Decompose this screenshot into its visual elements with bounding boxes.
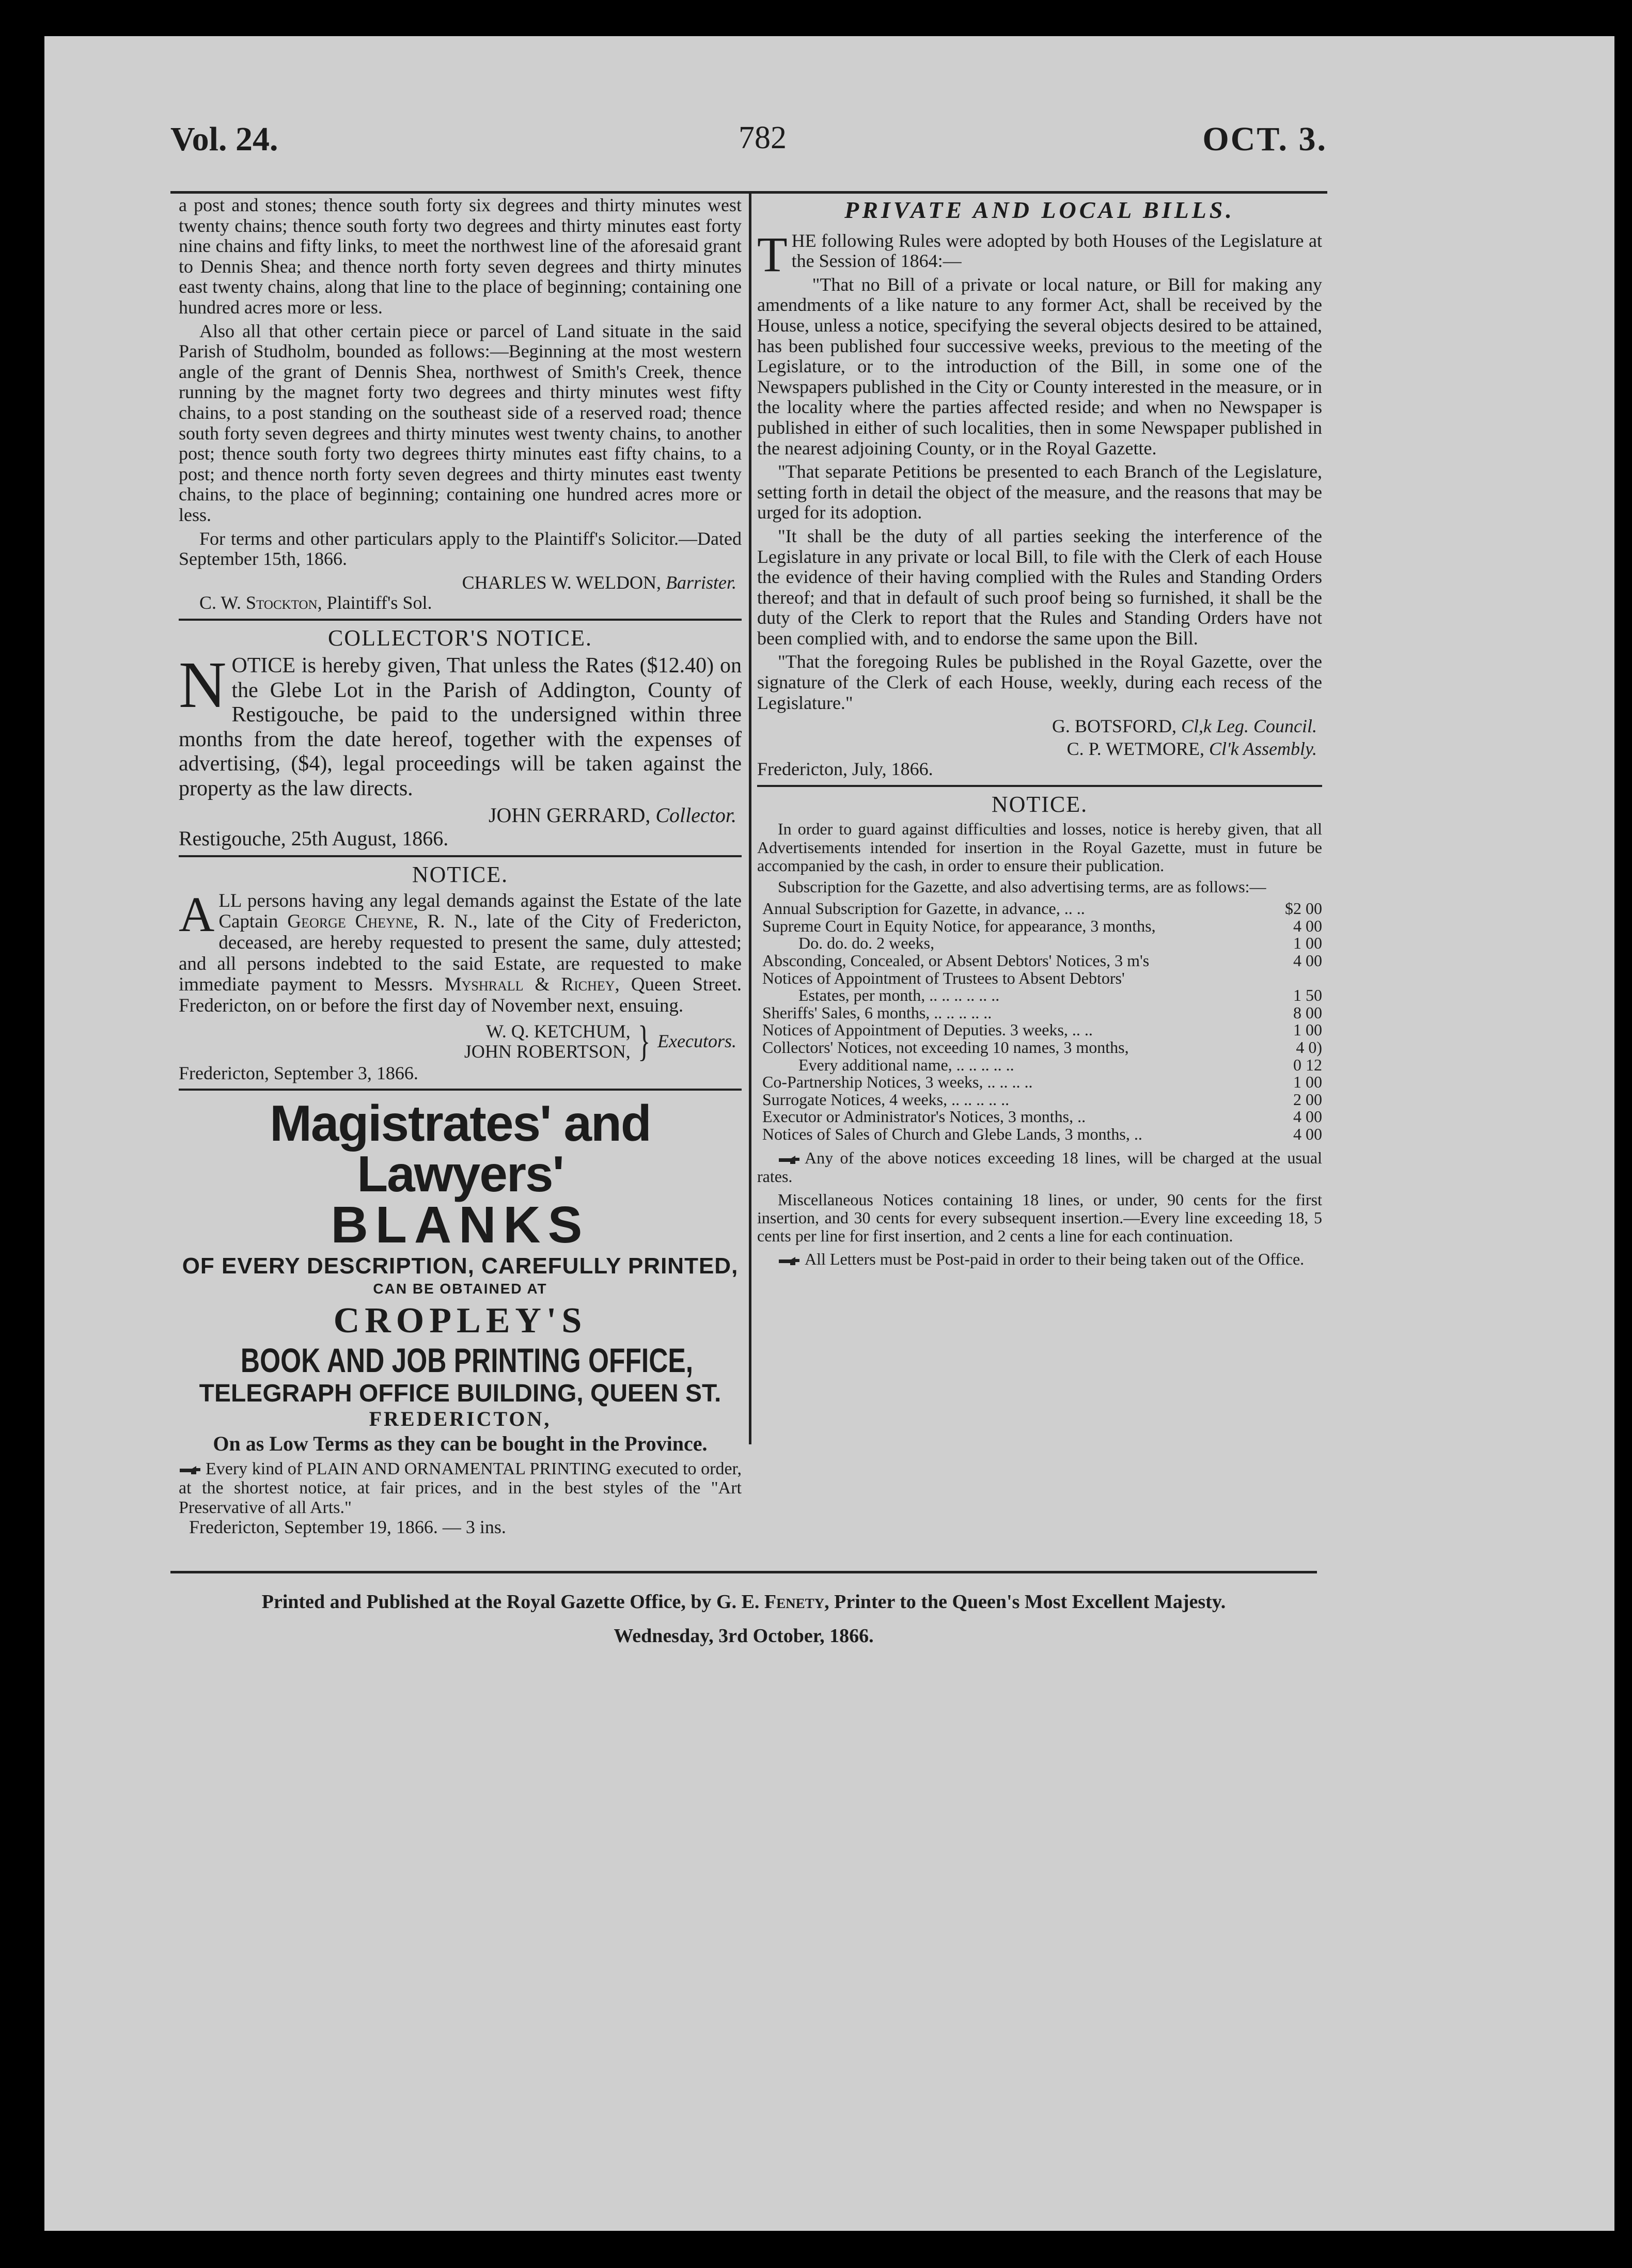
stockton-initials: C. W. (199, 592, 242, 613)
botsford-signature (757, 716, 1317, 737)
footer-rule (170, 1571, 1317, 1573)
estate-notice-body-2: R. N., late of the City of Fredericton, deceased, are hereby requested to present the same, duly attested; and all persons indebted to the said Estate, are requested to make immediate payment to Messrs. (179, 911, 742, 996)
ad-headline: Magistrates' and Lawyers' (270, 1095, 651, 1203)
ad-kind-plain: PLAIN AND ORNAMENTAL PRINTING (306, 1459, 612, 1478)
gazette-notice (757, 792, 1322, 1269)
gazette-para-5: All Letters must be Post-paid in order to their being taken out of the Office. (757, 1250, 1322, 1268)
botsford-name: G. BOTSFORD, (1052, 716, 1176, 737)
rate-row: Estates, per month, .. .. .. .. .. .. 1 50 (798, 986, 1322, 1005)
section-divider (179, 1089, 742, 1091)
volume-label: Vol. 24. (170, 120, 278, 158)
collector-signature (179, 804, 736, 827)
collectors-notice (179, 626, 742, 850)
ad-city: FREDERICTON, (369, 1407, 552, 1430)
land-description-second-parcel: Also all that other certain piece or parcel of Land situate in the said Parish of Studholm, bounded as follows:—Beginning at the most western angle of the grant of Dennis Shea, northwest of Smith's Creek, thence running by the magnet forty two degrees and thirty minutes west fifty chains, to a post standing on the southeast side of a reserved road; thence south forty seven degrees and thirty minutes west twenty chains, to another post; thence south forty two degrees thirty minutes east fifty chains, to a post; and thence north forty seven degrees and thirty minutes east twenty chains, to the place of beginning; containing one hundred acres more or less. (179, 320, 742, 525)
ad-building: TELEGRAPH OFFICE BUILDING, QUEEN ST. (199, 1380, 721, 1408)
collectors-notice-body: OTICE is hereby given, That unless the Rates ($12.40) on the Glebe Lot in the Parish of Addington, County of Restigouche, be paid to the undersigned within three months from the date hereof, together with the expenses of advertising, ($4), legal proceedings will be taken against the property as the law directs. (179, 654, 742, 800)
rate-row: Annual Subscription for Gazette, in advance, .. .. $2 00 (762, 899, 1322, 918)
land-description-continuation: a post and stones; thence south forty six degrees and thirty minutes west twenty chains; thence south forty two degrees and thirty minutes east forty nine chains and fifty links, to meet the northwest line of the aforesaid grant to Dennis Shea; and thence north forty seven degrees and thirty minutes east twenty chains, along that line to the place of beginning; containing one hundred acres more or less. (179, 195, 742, 318)
pointing-hand-icon (778, 1154, 801, 1166)
executors-label: Executors. (657, 1030, 736, 1051)
bills-dateline: Fredericton, July, 1866. (757, 759, 933, 780)
ad-printing-kinds (179, 1459, 742, 1517)
estate-notice-dateline: Fredericton, September 3, 1866. (179, 1062, 418, 1083)
ad-footer: Fredericton, September 19, 1866. — 3 ins. (189, 1517, 506, 1538)
weldon-name: CHARLES W. WELDON, (462, 572, 661, 593)
rate-row: Executor or Administrator's Notices, 3 months, .. 4 00 (762, 1107, 1322, 1126)
rate-row: Absconding, Concealed, or Absent Debtors' Notices, 3 m's 4 00 (762, 951, 1322, 970)
rate-row: Notices of Appointment of Deputies. 3 weeks, .. .. 1 00 (762, 1020, 1322, 1040)
firm-name-2: Richey, (561, 974, 620, 996)
estate-notice-dropcap: A (179, 886, 215, 942)
botsford-title: Cl,k Leg. Council. (1181, 716, 1317, 737)
rate-row: Do. do. do. 2 weeks, 1 00 (798, 934, 1322, 953)
wetmore-title: Cl'k Assembly. (1209, 738, 1317, 759)
left-column (179, 195, 742, 1538)
page-number: 782 (739, 120, 787, 155)
stockton-signature (199, 593, 742, 613)
ad-terms: On as Low Terms as they can be bought in the Province. (213, 1431, 708, 1455)
executor-1: W. Q. KETCHUM, (486, 1020, 631, 1042)
estate-notice-body-1: LL persons having any legal demands against the Estate of the late Captain (218, 890, 742, 933)
collector-title: Collector. (655, 803, 736, 827)
bills-rule-2: "That separate Petitions be presented to each Branch of the Legislature, setting forth in detail the object of the measure, and the reasons that may be urged for its adoption. (757, 461, 1322, 523)
ad-office: BOOK AND JOB PRINTING OFFICE, (240, 1341, 694, 1380)
ad-kind-text-2: executed to order, at the shortest notice, at fair prices, and in the best styles of the "Art Preservative of all Arts." (179, 1459, 742, 1517)
bills-rule-4: "That the foregoing Rules be published in the Royal Gazette, over the signature of the Clerk of each House, weekly, during each recess of the Legislature." (757, 651, 1322, 713)
private-local-bills (757, 197, 1322, 780)
stockton-name: Stockton, (246, 592, 322, 613)
estate-notice-body-3: Queen Street. Fredericton, on or before the first day of November next, ensuing. (179, 974, 742, 1016)
ad-cropley: CROPLEY'S (333, 1301, 587, 1341)
collectors-notice-dropcap: N (179, 648, 227, 722)
rate-row: Co-Partnership Notices, 3 weeks, .. .. .. .. 1 00 (762, 1073, 1322, 1092)
pointing-hand-icon (778, 1255, 801, 1267)
pointing-hand-icon (179, 1464, 201, 1476)
bills-dropcap: T (757, 226, 788, 282)
captain-name: George Cheyne, (287, 911, 418, 933)
rate-row: Sheriffs' Sales, 6 months, .. .. .. .. .. 8 00 (762, 1003, 1322, 1022)
bills-intro: HE following Rules were adopted by both Houses of the Legislature at the Session of 1864:— (791, 230, 1322, 272)
ad-blanks: BLANKS (331, 1196, 590, 1254)
gazette-para-3: Any of the above notices exceeding 18 lines, will be charged at the usual rates. (757, 1148, 1322, 1186)
firm-name-1: Myshrall & (444, 974, 550, 996)
collector-name: JOHN GERRARD, (488, 803, 651, 827)
rate-row: Supreme Court in Equity Notice, for appearance, 3 months, 4 00 (762, 916, 1322, 935)
section-divider (757, 785, 1322, 787)
estate-notice (179, 862, 742, 1083)
ad-kind-text-1: Every kind of (206, 1459, 303, 1478)
wetmore-signature (757, 739, 1317, 760)
brace-glyph: } (637, 1017, 650, 1065)
rate-row: Collectors' Notices, not exceeding 10 names, 3 months, 4 0) (762, 1037, 1322, 1057)
bills-rule-3: "It shall be the duty of all parties seeking the interference of the Legislature in any private or local Bill, to file with the Clerk of each House the evidence of their having complied with the Rules and Standing Orders thereof; and that in default of such proof being so furnished, it shall be the duty of the Clerk to report that the Rules and Standing Orders have not been complied with, and to endorse the same upon the Bill. (757, 525, 1322, 649)
collectors-notice-dateline: Restigouche, 25th August, 1866. (179, 826, 449, 850)
right-column (757, 195, 1322, 1272)
gazette-para-4: Miscellaneous Notices containing 18 lines, or under, 90 cents for the first insertion, and 30 cents for every subsequent insertion.—Every line exceeding 18, 5 cents per line for first insertion, and 2 cents a line for each continuation. (757, 1190, 1322, 1246)
column-divider (749, 192, 751, 1444)
printer-name: Fenety, (764, 1591, 829, 1613)
section-divider (179, 619, 742, 621)
section-divider (179, 855, 742, 857)
imprint-line: Printed and Published at the Royal Gazette Office, by G. E. Fenety, Printer to the Queen's Most Excellent Majesty. (261, 1591, 1226, 1613)
gazette-para-2: Subscription for the Gazette, and also advertising terms, are as follows:— (778, 877, 1266, 896)
printing-office-advertisement (179, 1095, 742, 1538)
executors-signature (179, 1017, 736, 1065)
weldon-signature (179, 573, 736, 593)
executor-2: JOHN ROBERTSON, (464, 1041, 631, 1062)
bills-title: PRIVATE AND LOCAL BILLS. (844, 197, 1235, 223)
ad-obtained: CAN BE OBTAINED AT (373, 1280, 547, 1297)
rates-table (762, 900, 1322, 1143)
issue-date: OCT. 3. (1202, 120, 1327, 158)
rate-row: Notices of Sales of Church and Glebe Lands, 3 months, .. 4 00 (762, 1124, 1322, 1143)
estate-notice-title: NOTICE. (412, 862, 509, 888)
ad-description: OF EVERY DESCRIPTION, CAREFULLY PRINTED, (182, 1253, 739, 1279)
collectors-notice-title: COLLECTOR'S NOTICE. (327, 625, 592, 651)
weldon-title: Barrister. (665, 572, 736, 593)
issue-dateline: Wednesday, 3rd October, 1866. (614, 1625, 874, 1647)
rate-row: Surrogate Notices, 4 weeks, .. .. .. .. .. 2 00 (762, 1090, 1322, 1109)
land-terms: For terms and other particulars apply to the Plaintiff's Solicitor.—Dated September 15th, 1866. (179, 528, 742, 570)
gazette-notice-title: NOTICE. (991, 792, 1088, 817)
stockton-title: Plaintiff's Sol. (326, 592, 432, 613)
rate-row: Every additional name, .. .. .. .. .. 0 12 (798, 1055, 1322, 1074)
gazette-para-1: In order to guard against difficulties and losses, notice is hereby given, that all Advertisements intended for insertion in the Royal Gazette, must in future be accompanied by the cash, in order to ensure their publication. (757, 820, 1322, 875)
wetmore-name: C. P. WETMORE, (1066, 738, 1204, 759)
bills-rule-1: "That no Bill of a private or local nature, or Bill for making any amendments of a like nature to any former Act, shall be received by the House, unless a notice, specifying the several objects desired to be attained, has been published four successive weeks, previous to the meeting of the Legislature, or to the introduction of the Bill, in some one of the Newspapers published in the City or County interested in the measure, or in the locality where the parties affected reside; and when no Newspaper is published in either of such localities, then in some Newspaper published in the nearest adjoining County, or in the Royal Gazette. (757, 274, 1322, 459)
page-header (170, 120, 1327, 182)
page-footer (170, 1590, 1317, 1659)
rate-row: Notices of Appointment of Trustees to Absent Debtors' (762, 968, 1125, 987)
